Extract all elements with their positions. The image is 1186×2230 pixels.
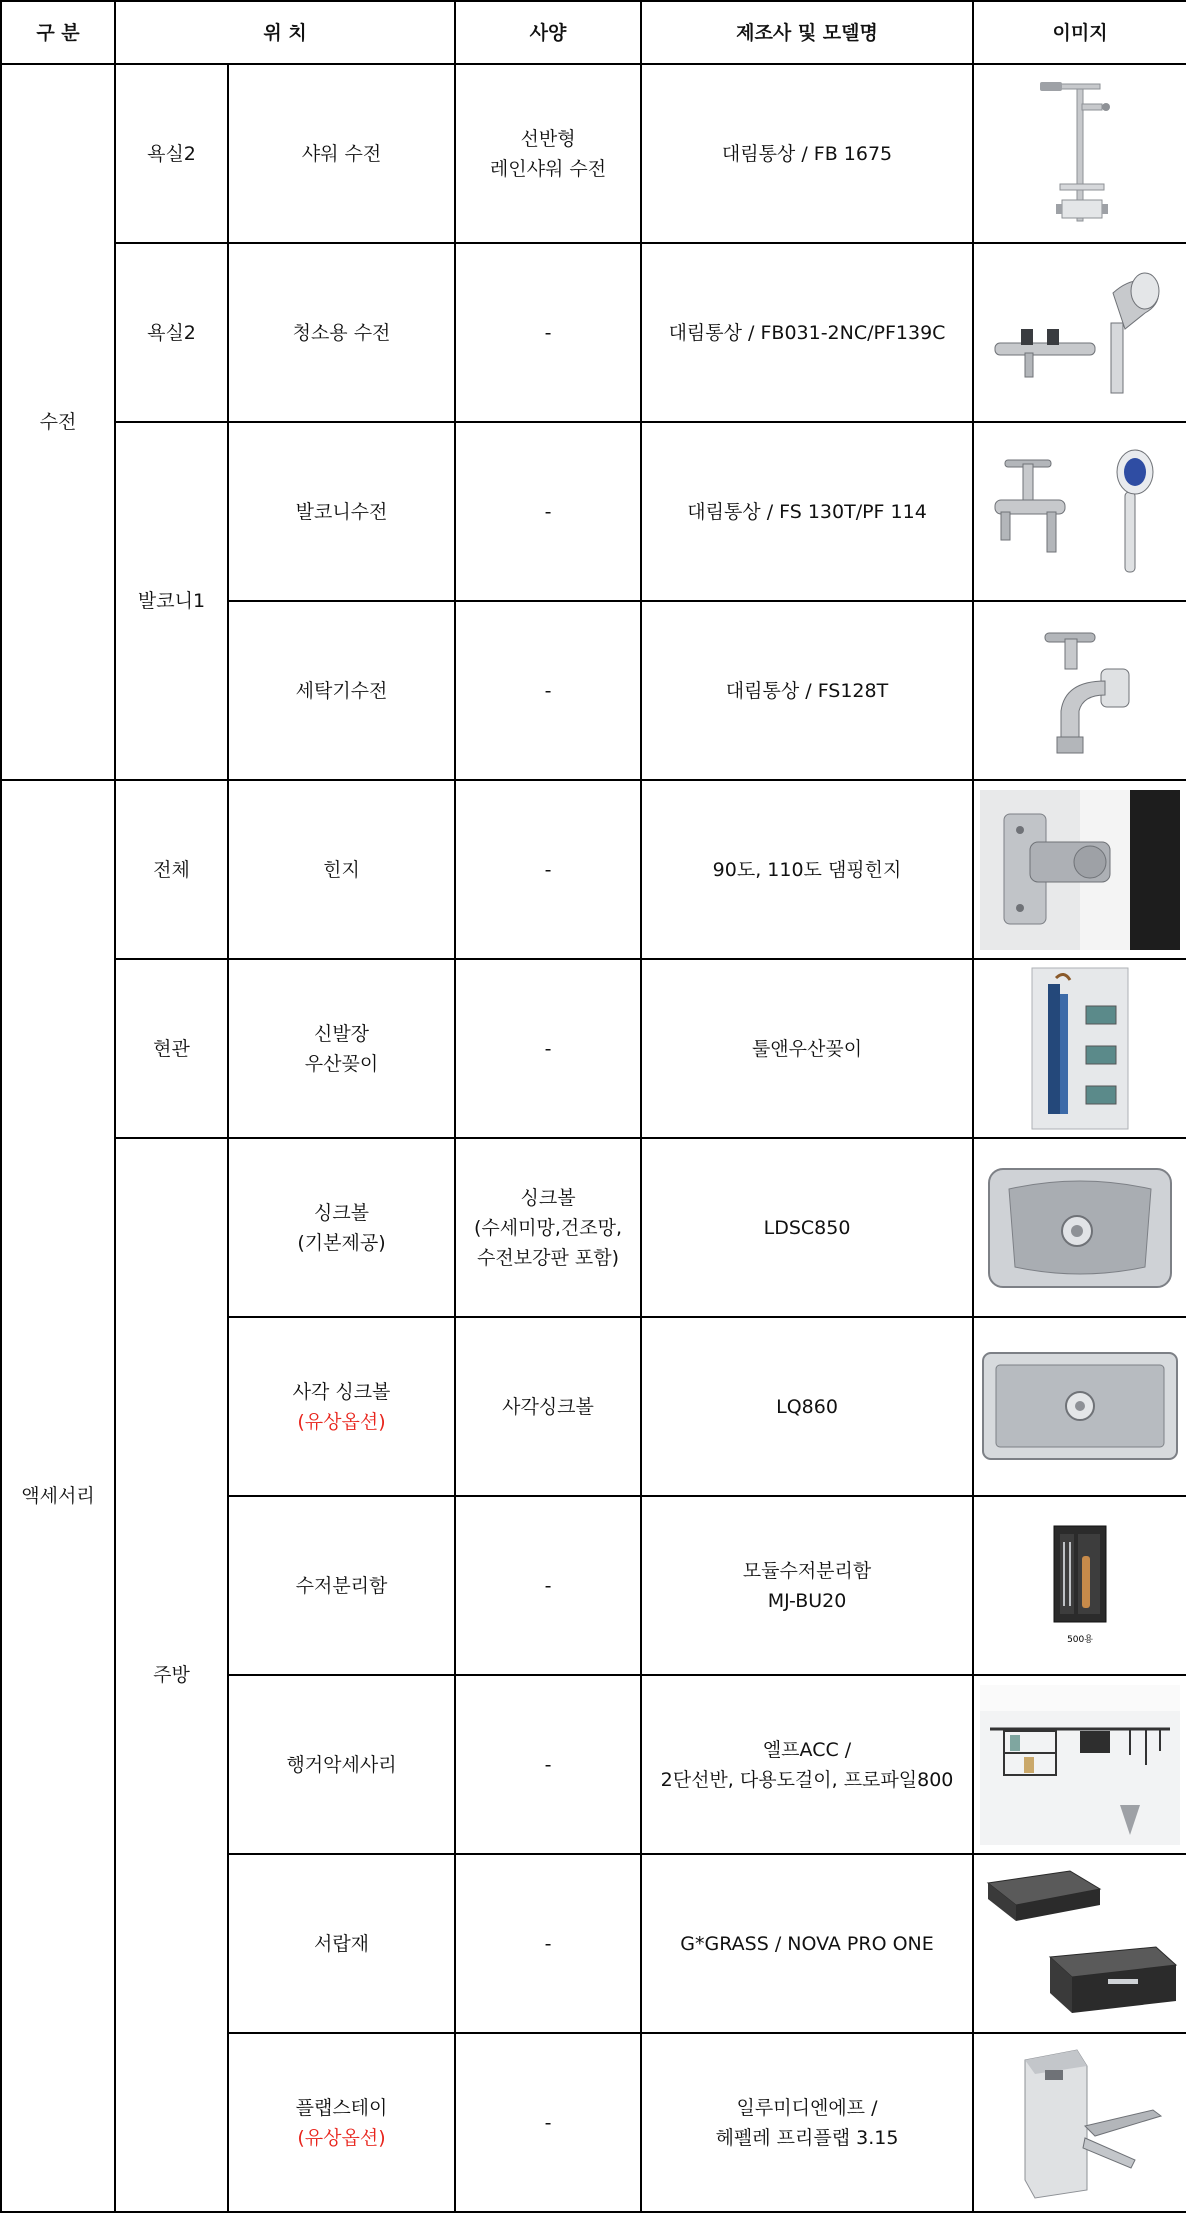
hanger-accessory-icon (980, 1685, 1180, 1845)
spec-line: - (544, 2111, 552, 2134)
item-line: 수저분리함 (295, 1574, 388, 1597)
spec-cell (455, 2033, 641, 2212)
subgroup-bath2: 욕실2 (115, 64, 228, 243)
maker-cell (641, 2033, 973, 2212)
cutlery-organizer-icon (1020, 1516, 1140, 1656)
maker-line: LQ860 (776, 1395, 838, 1418)
maker-cell (641, 64, 973, 243)
item-line: 발코니수전 (295, 500, 388, 523)
item-cell (228, 1675, 455, 1854)
spec-line: - (544, 1037, 552, 1060)
spec-cell (455, 780, 641, 959)
umbrella-rack-icon (1030, 966, 1130, 1131)
spec-line: - (544, 1753, 552, 1776)
item-cell (228, 64, 455, 243)
spec-cell (455, 959, 641, 1138)
maker-cell (641, 1496, 973, 1675)
spec-line: 싱크볼 (520, 1186, 576, 1209)
maker-line: 대림통상 / FB 1675 (721, 142, 893, 165)
spec-cell (455, 1138, 641, 1317)
rain-shower-faucet-icon (1020, 74, 1140, 234)
item-cell (228, 959, 455, 1138)
maker-line: 2단선반, 다용도걸이, 프로파일800 (660, 1768, 954, 1791)
maker-line: MJ-BU20 (767, 1589, 847, 1612)
item-cell (228, 1496, 455, 1675)
subgroup-balcony1: 발코니1 (115, 422, 228, 780)
maker-line: LDSC850 (763, 1216, 851, 1239)
spec-line: - (544, 500, 552, 523)
maker-cell (641, 422, 973, 601)
maker-line: 대림통상 / FS 130T/PF 114 (687, 500, 927, 523)
header-maker: 제조사 및 모델명 (641, 1, 973, 64)
maker-cell (641, 780, 973, 959)
header-category: 구 분 (1, 1, 115, 64)
image-cell (973, 422, 1186, 601)
drawer-system-icon (980, 1861, 1180, 2026)
image-cell (973, 243, 1186, 422)
image-cell (973, 1317, 1186, 1496)
item-line: 행거악세사리 (286, 1753, 397, 1776)
washer-faucet-icon (1005, 611, 1155, 771)
subgroup-all: 전체 (115, 780, 228, 959)
item-cell (228, 1854, 455, 2033)
spec-line: 레인샤워 수전 (489, 157, 607, 180)
spec-cell (455, 1317, 641, 1496)
header-image: 이미지 (973, 1, 1186, 64)
item-line: 사각 싱크볼 (292, 1380, 391, 1403)
image-cell (973, 2033, 1186, 2212)
maker-line: 대림통상 / FS128T (725, 679, 889, 702)
spec-line: - (544, 1574, 552, 1597)
group-faucet: 수전 (1, 64, 115, 780)
table-row (1, 64, 1186, 243)
image-cell (973, 780, 1186, 959)
header-location: 위 치 (115, 1, 455, 64)
item-line: 세탁기수전 (295, 679, 388, 702)
balcony-faucet-icon (985, 442, 1175, 582)
spec-line: (수세미망,건조망, (474, 1216, 622, 1239)
spec-line: - (544, 679, 552, 702)
spec-line: 사각싱크볼 (502, 1395, 594, 1418)
image-cell (973, 1854, 1186, 2033)
sink-bowl-icon (985, 1163, 1175, 1293)
subgroup-bath2: 욕실2 (115, 243, 228, 422)
image-cell (973, 1496, 1186, 1675)
spec-line: 선반형 (520, 127, 576, 150)
spec-cell (455, 422, 641, 601)
image-cell (973, 601, 1186, 780)
paid-option-label: (유상옵션) (297, 1410, 386, 1433)
spec-cell (455, 1675, 641, 1854)
item-cell (228, 1317, 455, 1496)
maker-cell (641, 601, 973, 780)
cleaning-faucet-icon (985, 263, 1175, 403)
image-cell (973, 959, 1186, 1138)
spec-line: - (544, 858, 552, 881)
spec-cell (455, 601, 641, 780)
item-cell (228, 780, 455, 959)
image-cell (973, 1138, 1186, 1317)
subgroup-entrance: 현관 (115, 959, 228, 1138)
group-accessory: 액세서리 (1, 780, 115, 2212)
spec-cell (455, 1496, 641, 1675)
maker-line: 대림통상 / FB031-2NC/PF139C (668, 321, 946, 344)
maker-cell (641, 1317, 973, 1496)
item-line: 서랍재 (313, 1932, 370, 1955)
maker-line: 엘프ACC / (762, 1738, 852, 1761)
image-cell (973, 1675, 1186, 1854)
image-cell (973, 64, 1186, 243)
item-cell (228, 1138, 455, 1317)
header-row (1, 1, 1186, 64)
item-line: 청소용 수전 (292, 321, 391, 344)
subgroup-kitchen: 주방 (115, 1138, 228, 2212)
paid-option-label: (유상옵션) (297, 2126, 386, 2149)
maker-cell (641, 959, 973, 1138)
item-cell (228, 601, 455, 780)
flap-stay-icon (985, 2040, 1175, 2205)
item-cell (228, 2033, 455, 2212)
square-sink-bowl-icon (980, 1349, 1180, 1464)
maker-cell (641, 243, 973, 422)
table-row (1, 959, 1186, 1138)
spec-cell (455, 1854, 641, 2033)
spec-line: - (544, 1932, 552, 1955)
item-line: 우산꽂이 (304, 1052, 379, 1075)
item-line: 샤워 수전 (301, 142, 382, 165)
table-row (1, 780, 1186, 959)
maker-line: G*GRASS / NOVA PRO ONE (680, 1932, 934, 1955)
maker-cell (641, 1675, 973, 1854)
item-line: 힌지 (323, 858, 360, 881)
image-caption: 500용 (1067, 1634, 1093, 1645)
maker-line: 툴앤우산꽂이 (751, 1037, 863, 1060)
table-row (1, 1138, 1186, 1317)
damping-hinge-icon (980, 790, 1180, 950)
maker-line: 모듈수저분리함 (742, 1559, 872, 1582)
maker-line: 90도, 110도 댐핑힌지 (712, 858, 902, 881)
maker-cell (641, 1854, 973, 2033)
item-line: 신발장 (313, 1022, 370, 1045)
item-line: 플랩스테이 (295, 2096, 388, 2119)
spec-cell (455, 243, 641, 422)
maker-cell (641, 1138, 973, 1317)
table-row (1, 243, 1186, 422)
spec-line: - (544, 321, 552, 344)
header-spec: 사양 (455, 1, 641, 64)
item-line: (기본제공) (297, 1231, 386, 1254)
item-cell (228, 243, 455, 422)
spec-cell (455, 64, 641, 243)
item-line: 싱크볼 (313, 1201, 370, 1224)
table-row (1, 422, 1186, 601)
spec-line: 수전보강판 포함) (477, 1246, 619, 1269)
maker-line: 헤펠레 프리플랩 3.15 (715, 2126, 899, 2149)
item-cell (228, 422, 455, 601)
maker-line: 일루미디엔에프 / (736, 2096, 878, 2119)
